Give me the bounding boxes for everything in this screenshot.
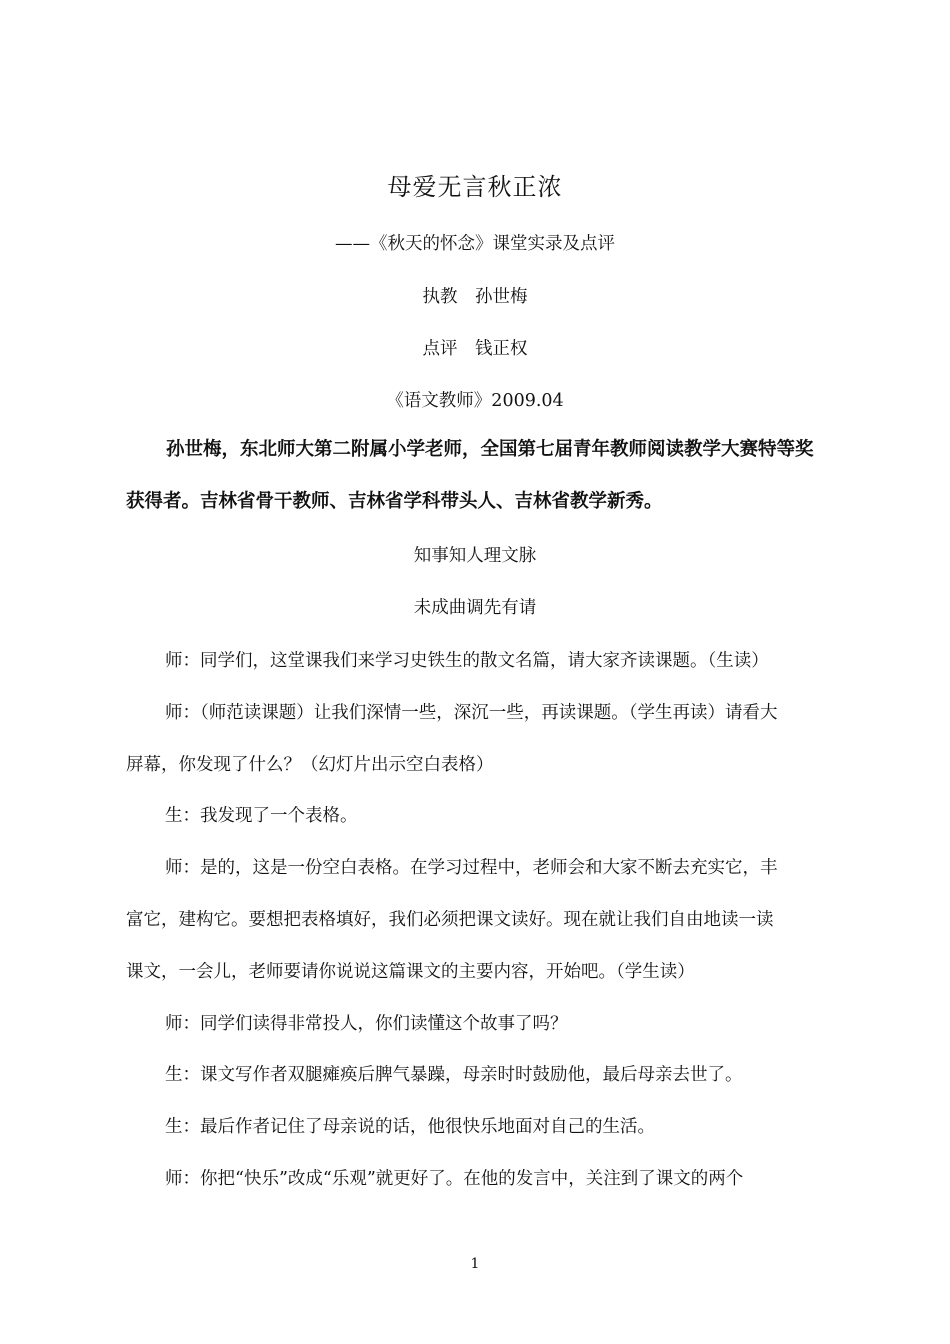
paragraph-line: 师：同学们读得非常投人，你们读懂这个故事了吗？ [165, 1014, 568, 1034]
paragraph-line: 课文，一会儿，老师要请你说说这篇课文的主要内容，开始吧。（学生读） [126, 962, 695, 982]
section-heading-1: 知事知人理文脉 [413, 546, 537, 566]
page-number: 1 [470, 1256, 480, 1272]
document-subtitle: ——《秋天的怀念》课堂实录及点评 [335, 234, 615, 254]
reviewer-credit: 点评 钱正权 [422, 339, 528, 359]
paragraph-line: 生：最后作者记住了母亲说的话，他很快乐地面对自己的生活。 [165, 1117, 655, 1137]
section-heading-2: 未成曲调先有请 [413, 598, 537, 618]
author-bio-line-1: 孙世梅，东北师大第二附属小学老师，全国第七届青年教师阅读教学大赛特等奖 [166, 439, 814, 460]
paragraph-line: 生：课文写作者双腿瘫痪后脾气暴躁，母亲时时鼓励他，最后母亲去世了。 [165, 1065, 743, 1085]
paragraph-line: 师：你把“快乐”改成“乐观”就更好了。在他的发言中，关注到了课文的两个 [165, 1169, 744, 1189]
paragraph-line: 屏幕，你发现了什么？（幻灯片出示空白表格） [126, 755, 494, 775]
paragraph-line: 生：我发现了一个表格。 [165, 806, 358, 826]
paragraph-line: 师：是的，这是一份空白表格。在学习过程中，老师会和大家不断去充实它，丰 [165, 858, 778, 878]
source-citation: 《语文教师》2009.04 [386, 391, 564, 411]
paragraph-line: 师：同学们，这堂课我们来学习史铁生的散文名篇，请大家齐读课题。（生读） [165, 651, 769, 671]
document-title: 母爱无言秋正浓 [387, 173, 563, 201]
paragraph-line: 富它，建构它。要想把表格填好，我们必须把课文读好。现在就让我们自由地读一读 [126, 910, 774, 930]
teacher-credit: 执教 孙世梅 [422, 287, 528, 307]
author-bio-line-2: 获得者。吉林省骨干教师、吉林省学科带头人、吉林省教学新秀。 [126, 491, 663, 512]
paragraph-line: 师：（师范读课题）让我们深情一些，深沉一些，再读课题。（学生再读）请看大 [165, 703, 778, 723]
